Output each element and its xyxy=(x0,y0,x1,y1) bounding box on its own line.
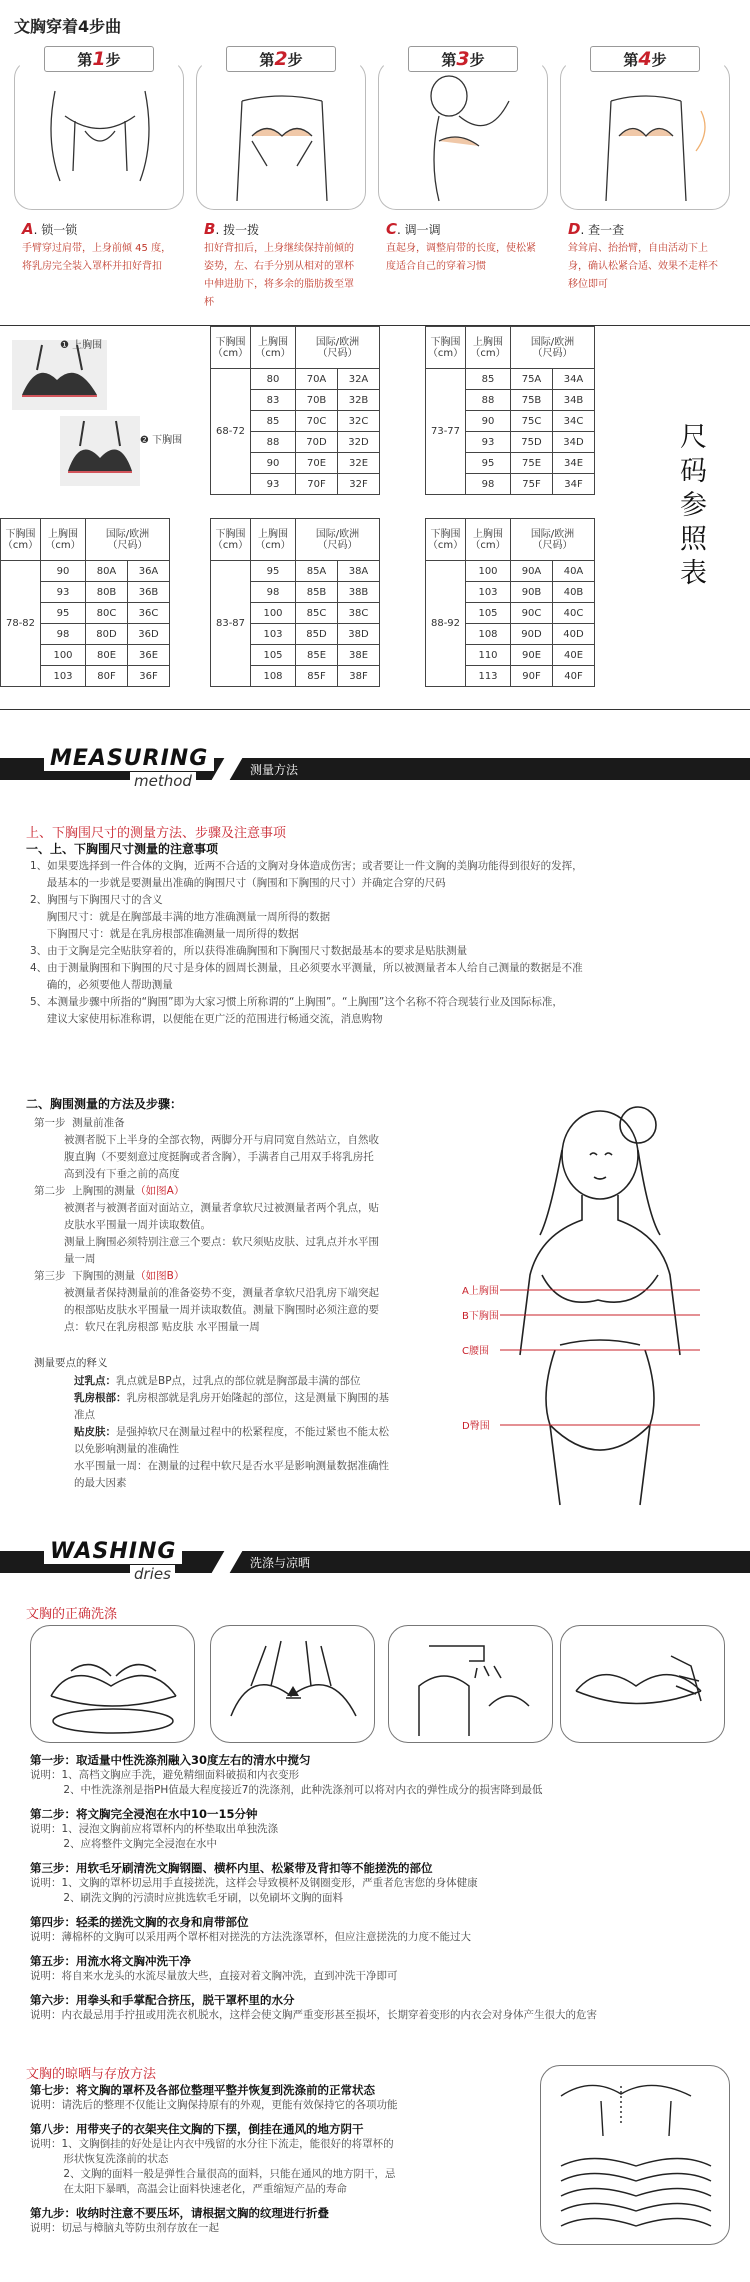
measuring-note-line: 建议大家使用标准称谓，以便能在更广泛的范围进行畅通交流，消息购物 xyxy=(30,1013,383,1025)
size-cell: 95 xyxy=(251,561,296,582)
size-cell: 100 xyxy=(466,561,511,582)
step-letter-dot: . xyxy=(33,223,42,237)
size-cell: 108 xyxy=(466,624,511,645)
size-cell: 32E xyxy=(338,453,380,474)
wash-step-title: 第三步：用软毛牙刷清洗文胸钢圈、横杯内里、松紧带及背扣等不能搓洗的部位 xyxy=(30,1861,433,1875)
size-cell: 93 xyxy=(466,432,511,453)
size-cell: 90 xyxy=(466,411,511,432)
step-letter: A xyxy=(22,220,34,238)
size-cell: 80F xyxy=(86,666,128,687)
measuring-note-line: 最基本的一步就是要测量出准确的胸围尺寸（胸围和下胸围的尺寸）并确定合穿的尺码 xyxy=(30,877,446,889)
figure-label: D臀围 xyxy=(462,1417,490,1432)
wash-image-3 xyxy=(388,1625,553,1743)
size-cell: 32D xyxy=(338,432,380,453)
size-cell: 103 xyxy=(41,666,86,687)
measuring-cn: 测量方法 xyxy=(250,763,299,777)
size-range: 73-77 xyxy=(426,369,466,495)
size-header-intl: 国际/欧洲 （尺码） xyxy=(296,327,380,369)
wash-step-title: 第六步：用拳头和手掌配合挤压，脱干罩杯里的水分 xyxy=(30,1993,295,2007)
wash-step-desc: 说明：切忌与樟脑丸等防虫剂存放在一起 xyxy=(30,2222,219,2234)
measuring-step-line xyxy=(34,1251,474,1268)
measuring-step-text: 被测者脱下上半身的全部衣物，两脚分开与肩同宽自然站立，自然收 xyxy=(34,1134,380,1146)
size-header-under: 下胸围 （cm） xyxy=(1,519,41,561)
size-header-intl: 国际/欧洲 （尺码） xyxy=(511,519,595,561)
measuring-step-line xyxy=(34,1234,474,1251)
measuring-en2: method xyxy=(130,772,196,790)
step-banner xyxy=(226,46,336,72)
step-suffix: 步 xyxy=(287,51,303,69)
measuring-step-text: 点：软尺在乳房根部 贴皮肤 水平围量一周 xyxy=(34,1321,260,1333)
size-cell: 36B xyxy=(128,582,170,603)
size-cell: 40A xyxy=(553,561,595,582)
figure-label: A上胸围 xyxy=(462,1282,499,1297)
measuring-step-line xyxy=(34,1285,474,1302)
wash-step-desc: 2、文胸的面料一般是弹性合量很高的面料，只能在通风的地方阴干，忌 xyxy=(30,2168,396,2180)
size-cell: 85 xyxy=(466,369,511,390)
size-table-group xyxy=(425,326,595,495)
size-cell: 85E xyxy=(296,645,338,666)
step-suffix: 步 xyxy=(469,51,485,69)
step-letter: D xyxy=(568,220,581,238)
measuring-en: MEASURING xyxy=(44,746,214,771)
measuring-step-line xyxy=(34,1268,474,1285)
wash-step xyxy=(30,1860,730,1906)
measuring-step-text: 测量上胸围必须特别注意三个要点：软尺须贴皮肤、过乳点并水平围 xyxy=(34,1236,380,1248)
measuring-step-text: 被测量者保持测量前的准备姿势不变，测量者拿软尺沿乳房下端突起 xyxy=(34,1287,380,1299)
wash-step xyxy=(30,1914,730,1945)
washing-en: WASHING xyxy=(44,1539,182,1564)
size-cell: 75B xyxy=(511,390,553,411)
size-cell: 75D xyxy=(511,432,553,453)
step-title xyxy=(386,220,441,238)
wash-step-desc: 说明：请洗后的整理不仅能让文胸保持原有的外观，更能有效保持它的各项功能 xyxy=(30,2099,398,2111)
wash-step-desc: 2、应将整件文胸完全浸泡在水中 xyxy=(30,1838,218,1850)
size-cell: 90E xyxy=(511,645,553,666)
measuring-step-text: 第三步 下胸围的测量 xyxy=(34,1270,136,1282)
size-cell: 85A xyxy=(296,561,338,582)
size-cell: 70E xyxy=(296,453,338,474)
measuring-step-text: 第二步 上胸围的测量 xyxy=(34,1185,136,1197)
size-cell: 34F xyxy=(553,474,595,495)
measuring-sec2-title: 二、胸围测量的方法及步骤： xyxy=(26,1097,183,1111)
size-cell: 80B xyxy=(86,582,128,603)
step-card xyxy=(14,48,184,297)
size-cell: 38E xyxy=(338,645,380,666)
wash-step-desc: 说明：1、浸泡文胸前应将罩杯内的杯垫取出单独洗涤 xyxy=(30,1823,279,1835)
step-title xyxy=(204,220,259,238)
size-cell: 34A xyxy=(553,369,595,390)
measuring-point-value: 准点 xyxy=(74,1409,95,1421)
size-header-intl: 国际/欧洲 （尺码） xyxy=(511,327,595,369)
size-cell: 70F xyxy=(296,474,338,495)
step-banner xyxy=(408,46,518,72)
measuring-point-line xyxy=(74,1424,494,1441)
measuring-point-line xyxy=(74,1373,494,1390)
size-cell: 90C xyxy=(511,603,553,624)
measuring-point-value: 乳点就是BP点，过乳点的部位就是胸部最丰满的部位 xyxy=(116,1375,361,1387)
step-banner xyxy=(44,46,154,72)
step-suffix: 步 xyxy=(651,51,667,69)
size-cell: 80A xyxy=(86,561,128,582)
size-cell: 36A xyxy=(128,561,170,582)
size-cell: 36E xyxy=(128,645,170,666)
step-banner xyxy=(590,46,700,72)
step-letter: C xyxy=(386,220,398,238)
size-header-upper: 上胸围 （cm） xyxy=(466,519,511,561)
measuring-step-line xyxy=(34,1132,474,1149)
size-cell: 38A xyxy=(338,561,380,582)
step-card xyxy=(196,48,366,308)
step-suffix: 步 xyxy=(105,51,121,69)
wash-step-desc: 2、中性洗涤剂是指PH值最大程度接近7的洗涤剂，此种洗涤剂可以将对内衣的弹性成分的损害降到最低 xyxy=(30,1784,543,1796)
measuring-point-line xyxy=(74,1458,494,1475)
size-table-group xyxy=(425,518,595,687)
size-cell: 83 xyxy=(251,390,296,411)
size-cell: 98 xyxy=(466,474,511,495)
size-cell: 90 xyxy=(251,453,296,474)
measuring-step-line xyxy=(34,1166,474,1183)
wash-step-desc: 说明：薄棉杯的文胸可以采用两个罩杯相对搓洗的方法洗涤罩杯，但应注意搓洗的力度不能过大 xyxy=(30,1931,471,1943)
size-header-under: 下胸围 （cm） xyxy=(211,327,251,369)
size-cell: 103 xyxy=(466,582,511,603)
step-letter: B xyxy=(204,220,216,238)
figure-label: B下胸围 xyxy=(462,1307,499,1322)
measuring-point-value: 乳房根部就是乳房开始隆起的部位，这是测量下胸围的基 xyxy=(126,1392,389,1404)
step-image xyxy=(560,60,730,210)
step-description: 手臂穿过肩带，上身前倾 45 度，将乳房完全装入罩杯并扣好背扣 xyxy=(22,243,172,272)
size-cell: 100 xyxy=(251,603,296,624)
washing-cn: 洗涤与凉晒 xyxy=(250,1556,311,1570)
size-table-group xyxy=(0,518,170,687)
page-title: 文胸穿着4步曲 xyxy=(14,17,122,36)
wash-step xyxy=(30,1806,730,1852)
measuring-step-line xyxy=(34,1319,474,1336)
size-cell: 32C xyxy=(338,411,380,432)
size-cell: 90A xyxy=(511,561,553,582)
step-number: 2 xyxy=(274,48,288,70)
wash-step-desc: 说明：1、文胸倒挂的好处是让内衣中残留的水分往下流走，能很好的将罩杯的 xyxy=(30,2138,394,2150)
size-cell: 70B xyxy=(296,390,338,411)
size-table-group xyxy=(210,518,380,687)
washing-heading-bar xyxy=(0,1539,750,1583)
measuring-step-line xyxy=(34,1149,474,1166)
size-chart xyxy=(0,325,750,710)
size-cell: 40F xyxy=(553,666,595,687)
size-header-intl: 国际/欧洲 （尺码） xyxy=(86,519,170,561)
measuring-point-line xyxy=(74,1441,494,1458)
measuring-sec3-title: 测量要点的释义 xyxy=(34,1357,108,1369)
size-cell: 40B xyxy=(553,582,595,603)
step-prefix: 第 xyxy=(623,51,639,69)
size-header-intl: 国际/欧洲 （尺码） xyxy=(296,519,380,561)
step-title xyxy=(568,220,624,238)
wash-step xyxy=(30,1953,730,1984)
measuring-step-line xyxy=(34,1115,474,1132)
size-cell: 80D xyxy=(86,624,128,645)
step-description: 耸耸肩、抬抬臂，自由活动下上身，确认松紧合适、效果不走样不移位即可 xyxy=(568,243,718,290)
step-prefix: 第 xyxy=(441,51,457,69)
step-letter-dot: . xyxy=(580,223,589,237)
measuring-note-line: 下胸围尺寸：就是在乳房根部准确测量一周所得的数据 xyxy=(30,928,299,940)
step-title-text: 拨一拨 xyxy=(223,223,260,237)
size-cell: 40C xyxy=(553,603,595,624)
size-cell: 85F xyxy=(296,666,338,687)
size-cell: 36F xyxy=(128,666,170,687)
legend-upper: ❶ 上胸围 xyxy=(60,340,103,351)
size-cell: 32F xyxy=(338,474,380,495)
wash-step-title: 第九步：收纳时注意不要压坏，请根据文胸的纹理进行折叠 xyxy=(30,2206,329,2220)
size-cell: 34C xyxy=(553,411,595,432)
size-cell: 70D xyxy=(296,432,338,453)
measuring-step-line xyxy=(34,1302,474,1319)
size-header-upper: 上胸围 （cm） xyxy=(466,327,511,369)
size-cell: 40E xyxy=(553,645,595,666)
wash-step-desc: 2、刷洗文胸的污渍时应挑选软毛牙刷，以免刷坏文胸的面料 xyxy=(30,1892,344,1904)
size-cell: 40D xyxy=(553,624,595,645)
size-cell: 90B xyxy=(511,582,553,603)
measuring-step-text: 高到没有下垂之前的高度 xyxy=(34,1168,180,1180)
measuring-step-line xyxy=(34,1217,474,1234)
size-cell: 80C xyxy=(86,603,128,624)
size-cell: 70C xyxy=(296,411,338,432)
measuring-point-value: 以免影响测量的准确性 xyxy=(74,1443,179,1455)
size-cell: 34B xyxy=(553,390,595,411)
measuring-point-key: 乳房根部： xyxy=(74,1392,127,1404)
size-cell: 105 xyxy=(251,645,296,666)
body-measure-figure xyxy=(462,1095,730,1515)
measuring-step-text: 皮肤水平围量一周并读取数值。 xyxy=(34,1219,212,1231)
size-cell: 88 xyxy=(251,432,296,453)
size-cell: 90F xyxy=(511,666,553,687)
size-cell: 75E xyxy=(511,453,553,474)
size-cell: 98 xyxy=(41,624,86,645)
measuring-point-value: 是强掉软尺在测量过程中的松紧程度，不能过紧也不能太松 xyxy=(116,1426,389,1438)
dry-image xyxy=(540,2065,730,2245)
measuring-note-line: 1、如果要选择到一件合体的文胸，近两不合适的文胸对身体造成伤害；或者要让一件文胸的美胸功能得到很好的发挥， xyxy=(30,860,583,872)
measuring-step-text: 被测者与被测者面对面站立，测量者拿软尺过被测量者两个乳点，贴 xyxy=(34,1202,380,1214)
measuring-note-line: 4、由于测量胸围和下胸围的尺寸是身体的圆周长测量，且必须要水平测量，所以被测量者本人给自己测量的数据是不准 xyxy=(30,962,583,974)
size-cell: 38C xyxy=(338,603,380,624)
measuring-step-text: 的根部贴皮肤水平围量一周并读取数值。测量下胸围时必须注意的要 xyxy=(34,1304,380,1316)
step-description: 直起身，调整肩带的长度，使松紧度适合自己的穿着习惯 xyxy=(386,243,536,272)
step-prefix: 第 xyxy=(77,51,93,69)
wash-image-1 xyxy=(30,1625,195,1743)
step-card xyxy=(378,48,548,297)
size-cell: 90 xyxy=(41,561,86,582)
wash-image-2 xyxy=(210,1625,375,1743)
measuring-note-line: 胸围尺寸：就是在胸部最丰满的地方准确测量一周所得的数据 xyxy=(30,911,331,923)
size-cell: 32B xyxy=(338,390,380,411)
size-cell: 70A xyxy=(296,369,338,390)
step-letter-dot: . xyxy=(397,223,405,237)
size-cell: 105 xyxy=(466,603,511,624)
measuring-note-line: 3、由于文胸是完全贴肤穿着的，所以获得准确胸围和下胸围尺寸数据最基本的要求是贴肤测量 xyxy=(30,945,468,957)
size-cell: 32A xyxy=(338,369,380,390)
wash-step xyxy=(30,2121,530,2197)
measuring-step-figure-ref: （如图B） xyxy=(135,1270,185,1282)
measuring-point-key: 贴皮肤： xyxy=(74,1426,116,1438)
step-number: 3 xyxy=(456,48,470,70)
step-image xyxy=(14,60,184,210)
size-range: 68-72 xyxy=(211,369,251,495)
wash-step-title: 第八步：用带夹子的衣架夹住文胸的下摆，倒挂在通风的地方阴干 xyxy=(30,2122,364,2136)
wash-step-desc: 在太阳下暴晒，高温会让面料快速老化，严重缩短产品的寿命 xyxy=(30,2183,347,2195)
size-range: 88-92 xyxy=(426,561,466,687)
size-table-group xyxy=(210,326,380,495)
wash-step-title: 第七步：将文胸的罩杯及各部位整理平整并恢复到洗涤前的正常状态 xyxy=(30,2083,375,2097)
measuring-point-line xyxy=(74,1475,494,1492)
step-letter-dot: . xyxy=(215,223,224,237)
measuring-step-text: 腹直胸（不要刻意过度挺胸或者含胸），手满者自己用双手将乳房托 xyxy=(34,1151,374,1163)
size-cell: 98 xyxy=(251,582,296,603)
wash-step-desc: 形状恢复洗涤前的状态 xyxy=(30,2153,169,2165)
measuring-step-text: 第一步 测量前准备 xyxy=(34,1117,125,1129)
size-cell: 34D xyxy=(553,432,595,453)
step-image xyxy=(196,60,366,210)
size-cell: 113 xyxy=(466,666,511,687)
size-cell: 38B xyxy=(338,582,380,603)
size-cell: 80E xyxy=(86,645,128,666)
size-cell: 85D xyxy=(296,624,338,645)
size-cell: 108 xyxy=(251,666,296,687)
measuring-step-figure-ref: （如图A） xyxy=(135,1185,185,1197)
legend-lower: ❷ 下胸围 xyxy=(140,435,183,446)
size-cell: 36D xyxy=(128,624,170,645)
step-card xyxy=(560,48,730,297)
size-cell: 75A xyxy=(511,369,553,390)
wash-image-4 xyxy=(560,1625,725,1743)
measuring-note-line: 确的，必须要他人帮助测量 xyxy=(30,979,173,991)
size-header-upper: 上胸围 （cm） xyxy=(251,519,296,561)
measuring-sec1-title: 一、上、下胸围尺寸测量的注意事项 xyxy=(26,842,219,856)
wash-step-desc: 说明：将自来水龙头的水流尽量放大些，直接对着文胸冲洗，直到冲洗干净即可 xyxy=(30,1970,398,1982)
size-cell: 80 xyxy=(251,369,296,390)
measuring-point-line xyxy=(74,1390,494,1407)
washing-sub2: 文胸的晾晒与存放方法 xyxy=(26,2067,157,2082)
size-cell: 110 xyxy=(466,645,511,666)
measuring-point-value: 水平围量一周：在测量的过程中软尺是否水平是影响测量数据准确性 xyxy=(74,1460,389,1472)
wash-step xyxy=(30,1992,730,2023)
measuring-heading-bar xyxy=(0,746,750,790)
measuring-step-text: 量一周 xyxy=(34,1253,96,1265)
measuring-note-line: 2、胸围与下胸围尺寸的含义 xyxy=(30,894,163,906)
washing-en2: dries xyxy=(130,1565,175,1583)
measuring-point-line xyxy=(74,1407,494,1424)
wash-step-title: 第四步：轻柔的搓洗文胸的衣身和肩带部位 xyxy=(30,1915,249,1929)
size-cell: 88 xyxy=(466,390,511,411)
wash-step-title: 第一步：取适量中性洗涤剂融入30度左右的清水中搅匀 xyxy=(30,1753,311,1767)
woman-outline-icon xyxy=(470,1095,730,1515)
washing-sub1: 文胸的正确洗涤 xyxy=(26,1607,118,1622)
wash-step-desc: 说明：1、高档文胸应手洗，避免精细面料破损和内衣变形 xyxy=(30,1769,300,1781)
size-header-upper: 上胸围 （cm） xyxy=(41,519,86,561)
step-number: 1 xyxy=(92,48,106,70)
size-cell: 90D xyxy=(511,624,553,645)
size-header-under: 下胸围 （cm） xyxy=(426,327,466,369)
wash-step-desc: 说明：1、文胸的罩杯切忌用手直接搓洗，这样会导致模杯及钢圈变形，严重者危害您的身体健康 xyxy=(30,1877,478,1889)
size-cell: 93 xyxy=(41,582,86,603)
measuring-step-line xyxy=(34,1200,474,1217)
size-cell: 95 xyxy=(466,453,511,474)
step-prefix: 第 xyxy=(259,51,275,69)
measuring-point-key: 过乳点： xyxy=(74,1375,116,1387)
wash-step-title: 第五步：用流水将文胸冲洗干净 xyxy=(30,1954,191,1968)
step-number: 4 xyxy=(638,48,652,70)
size-cell: 85 xyxy=(251,411,296,432)
size-cell: 38F xyxy=(338,666,380,687)
size-cell: 38D xyxy=(338,624,380,645)
wash-step-desc: 说明：内衣最忌用手拧扭或用洗衣机脱水，这样会使文胸严重变形甚至损坏，长期穿着变形的内衣会对身体产生很大的危害 xyxy=(30,2009,597,2021)
wash-step-title: 第二步：将文胸完全浸泡在水中10一15分钟 xyxy=(30,1807,258,1821)
step-title-text: 查一查 xyxy=(588,223,625,237)
size-cell: 36C xyxy=(128,603,170,624)
measuring-heading: 上、下胸围尺寸的测量方法、步骤及注意事项 xyxy=(26,826,287,841)
size-cell: 85C xyxy=(296,603,338,624)
step-title-text: 锁一锁 xyxy=(41,223,78,237)
wash-step xyxy=(30,2082,530,2113)
step-title-text: 调一调 xyxy=(404,223,441,237)
size-cell: 95 xyxy=(41,603,86,624)
measuring-note-line: 5、本测量步骤中所指的“胸围”即为大家习惯上所称谓的“上胸围”。“上胸围”这个名称不符合现装行业及国际标准， xyxy=(30,996,563,1008)
size-header-upper: 上胸围 （cm） xyxy=(251,327,296,369)
size-cell: 93 xyxy=(251,474,296,495)
size-cell: 103 xyxy=(251,624,296,645)
bra-image-lower xyxy=(60,416,140,486)
size-chart-side-title: 尺码参照表 xyxy=(680,422,707,589)
size-cell: 100 xyxy=(41,645,86,666)
wash-step xyxy=(30,2205,530,2236)
step-title xyxy=(22,220,77,238)
step-description: 扣好背扣后，上身继续保持前倾的姿势，左、右手分别从相对的罩杯中伸进肋下，将多余的脂肪拨至罩杯 xyxy=(204,243,354,308)
size-cell: 34E xyxy=(553,453,595,474)
size-cell: 85B xyxy=(296,582,338,603)
measuring-step-line xyxy=(34,1183,474,1200)
size-range: 78-82 xyxy=(1,561,41,687)
size-header-under: 下胸围 （cm） xyxy=(426,519,466,561)
size-range: 83-87 xyxy=(211,561,251,687)
size-cell: 75F xyxy=(511,474,553,495)
size-header-under: 下胸围 （cm） xyxy=(211,519,251,561)
figure-label: C腰围 xyxy=(462,1342,489,1357)
wash-step xyxy=(30,1752,730,1798)
step-image xyxy=(378,60,548,210)
size-cell: 75C xyxy=(511,411,553,432)
measuring-point-value: 的最大因素 xyxy=(74,1477,127,1489)
